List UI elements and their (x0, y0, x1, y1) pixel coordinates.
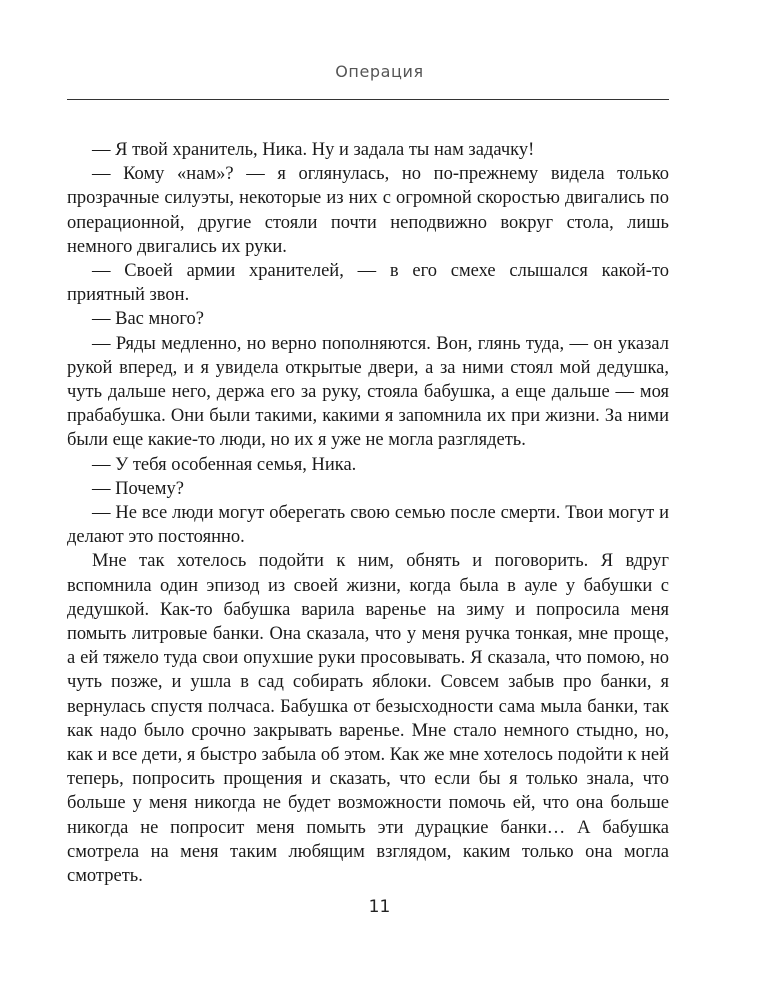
paragraph: — Ряды медленно, но верно пополняются. Вон, глянь туда, — он указал рукой вперед, и я увидела открытые двери, а за ними стоял мой дедушка, чуть дальше него, держа его за руку, стояла бабушка, а еще дальше — моя прабабушка. Они были такими, какими я запомнила их при жизни. За ними были еще какие-то люди, но их я уже не могла разглядеть. (67, 333, 669, 451)
paragraph: — У тебя особенная семья, Ника. (92, 454, 357, 475)
paragraph: — Почему? (92, 478, 184, 499)
paragraph: — Своей армии хранителей, — в его смехе слышался какой-то приятный звон. (67, 261, 669, 306)
paragraph: — Кому «нам»? — я оглянулась, но по-прежнему видела только прозрачные силуэты, некоторые из них с огромной скоростью двигались по операционной, другие стояли почти неподвижно вокруг стола, лишь немного двигались их руки. (67, 164, 669, 257)
paragraph: — Я твой хранитель, Ника. Ну и задала ты нам задачку! (92, 140, 535, 160)
paragraph: — Вас много? (92, 309, 204, 330)
paragraph: Мне так хотелось подойти к ним, обнять и поговорить. Я вдруг вспомнила один эпизод из своей жизни, когда была в ауле у бабушки с дедушкой. Как-то бабушка варила варенье на зиму и попросила меня помыть литровые банки. Она сказала, что у меня ручка тонкая, мне проще, а ей тяжело туда свои опухшие руки просовывать. Я сказала, что помою, но чуть позже, и ушла в сад собирать яблоки. Совсем забыв про банки, я вернулась спустя полчаса. Бабушка от безысходности сама мыла банки, так как надо было срочно закрывать варенье. Мне стало немного стыдно, но, как и все дети, я быстро забыла об этом. Как же мне хотелось подойти к ней теперь, попросить прощения и сказать, что если бы я только знала, что больше у меня никогда не будет возможности помочь ей, что она больше никогда не попросит меня помыть эти дурацкие банки… А бабушка смотрела на меня таким любящим взглядом, каким только она могла смотреть. (67, 551, 670, 887)
header-rule (67, 99, 669, 100)
paragraph: — Не все люди могут оберегать свою семью после смерти. Твои могут и делают это постоянно. (67, 503, 669, 548)
page-number: 11 (368, 897, 391, 917)
body-text (67, 138, 669, 888)
running-title: Операция (335, 62, 424, 81)
